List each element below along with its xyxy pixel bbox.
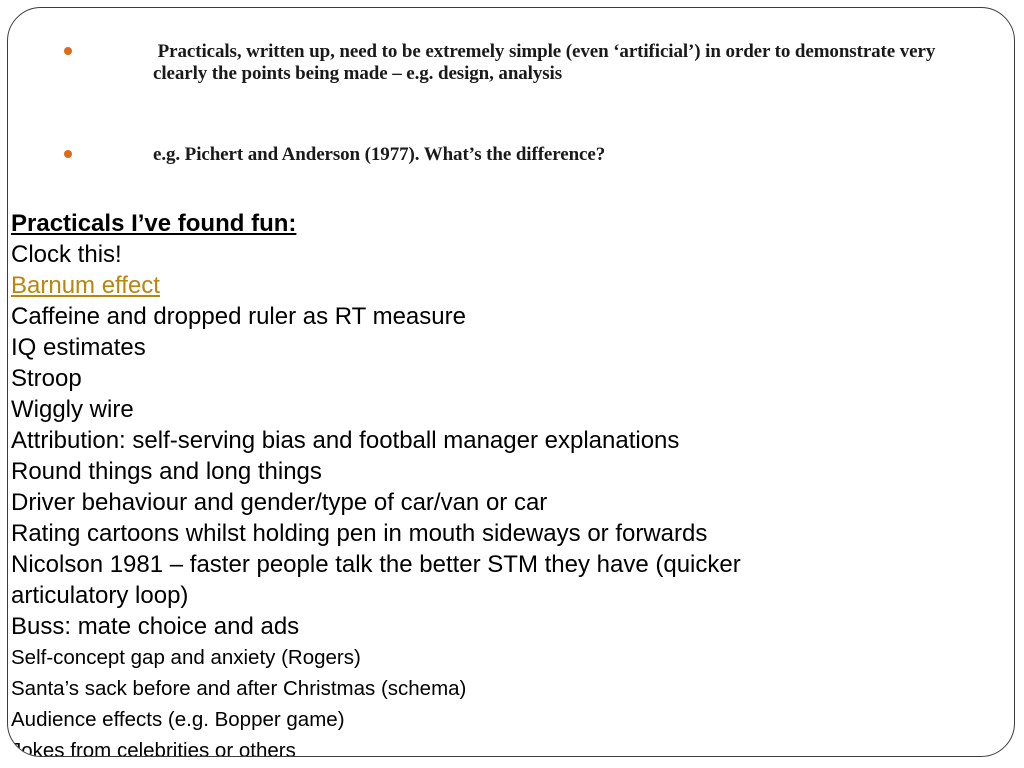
list-item: Santa’s sack before and after Christmas (schema) [11, 677, 467, 700]
list-item: Driver behaviour and gender/type of car/van or car [11, 489, 548, 516]
list-item: articulatory loop) [11, 582, 189, 609]
list-item: Clock this! [11, 241, 122, 268]
list-item: Wiggly wire [11, 396, 134, 423]
bullet-text: e.g. Pichert and Anderson (1977). What’s the difference? [153, 144, 606, 165]
bullet-text: Practicals, written up, need to be extremely simple (even ‘artificial’) in order to demonstrate very clearly the points being made – e.g. design, analysis [153, 41, 936, 84]
list-item: Caffeine and dropped ruler as RT measure [11, 303, 466, 330]
slide-frame [7, 7, 1015, 757]
barnum-effect-link[interactable]: Barnum effect [11, 272, 160, 299]
list-item: Nicolson 1981 – faster people talk the better STM they have (quicker [11, 551, 741, 578]
bullet-dot-icon [64, 150, 72, 158]
list-item: Buss: mate choice and ads [11, 613, 300, 640]
list-item: Stroop [11, 365, 82, 392]
bullet-dot-icon [64, 47, 72, 55]
list-item: Rating cartoons whilst holding pen in mouth sideways or forwards [11, 520, 708, 547]
list-item: Attribution: self-serving bias and football manager explanations [11, 427, 680, 454]
list-item: Audience effects (e.g. Bopper game) [11, 708, 345, 731]
list-item: Self-concept gap and anxiety (Rogers) [11, 646, 361, 669]
section-heading: Practicals I’ve found fun: [11, 210, 297, 237]
list-item: Round things and long things [11, 458, 322, 485]
practicals-list [11, 208, 741, 757]
list-item: IQ estimates [11, 334, 146, 361]
list-item: Jokes from celebrities or others [11, 739, 296, 757]
